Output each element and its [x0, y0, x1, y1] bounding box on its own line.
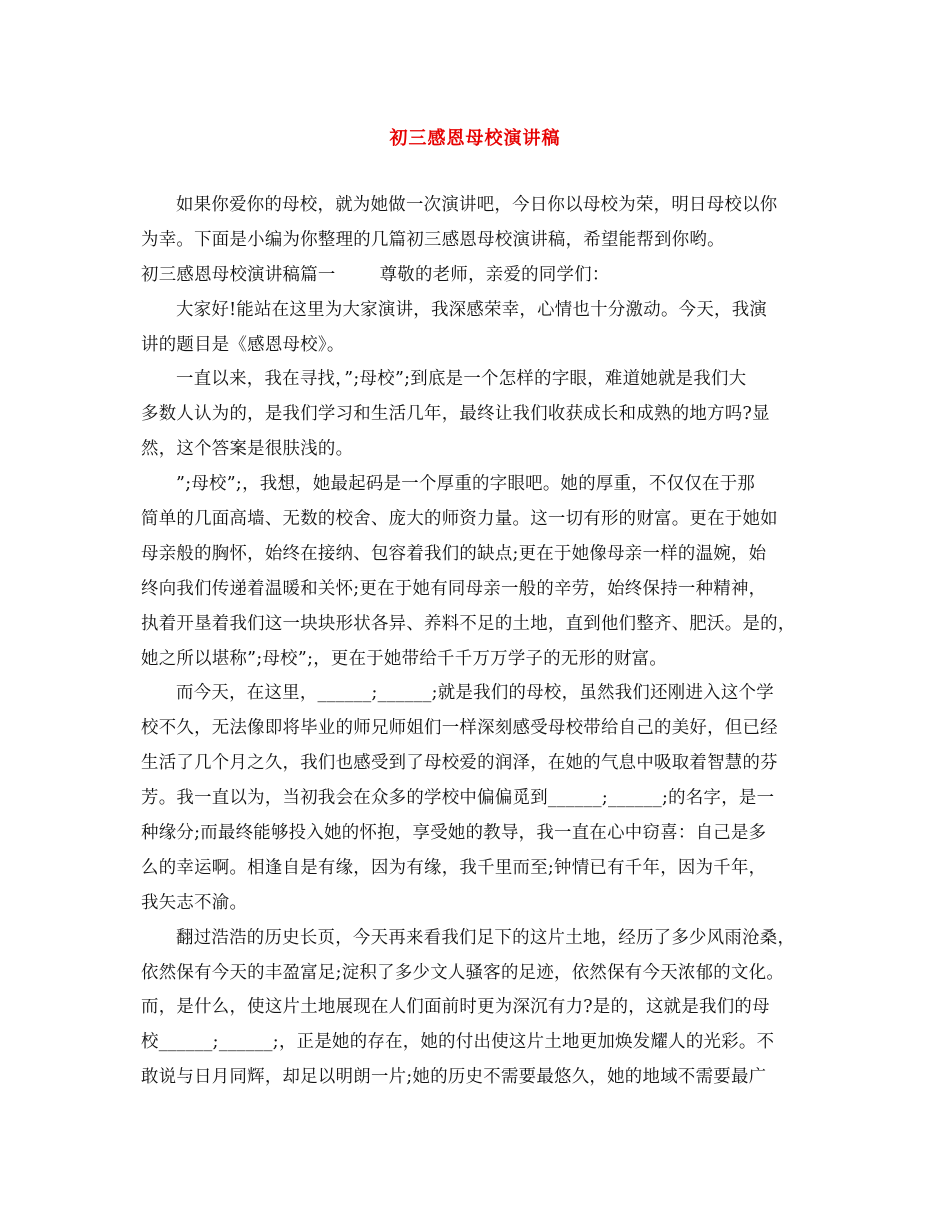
text-line-content: 种缘分;而最终能够投入她的怀抱，享受她的教导，我一直在心中窃喜：自己是多 [141, 823, 767, 844]
text-line [141, 851, 813, 886]
text-line-content: 依然保有今天的丰盈富足;淀积了多少文人骚客的足迹，依然保有今天浓郁的文化。 [141, 962, 785, 983]
text-line [141, 397, 813, 432]
text-line-content: 敢说与日月同辉，却足以明朗一片;她的历史不需要最悠久，她的地域不需要最广 [141, 1067, 767, 1088]
text-line-content: 校______;______;，正是她的存在，她的付出使这片土地更加焕发耀人的光彩。不 [141, 1032, 775, 1053]
text-line-content: 初三感恩母校演讲稿篇一 [141, 264, 336, 285]
document-body [141, 188, 813, 1095]
text-line [141, 746, 813, 781]
text-line [141, 1025, 813, 1060]
text-line-content: 生活了几个月之久，我们也感受到了母校爱的润泽，在她的气息中吸取着智慧的芬 [141, 753, 778, 774]
text-line-content: 讲的题目是《感恩母校》。 [141, 334, 345, 355]
text-line [141, 781, 813, 816]
text-line-content: 而，是什么，使这片土地展现在人们面前时更为深沉有力?是的，这就是我们的母 [141, 997, 770, 1018]
text-line [141, 258, 813, 293]
text-line-content: 终向我们传递着温暖和关怀;更在于她有同母亲一般的辛劳，始终保持一种精神， [141, 578, 767, 599]
text-line-content: 一直以来，我在寻找，”;母校”;到底是一个怎样的字眼，难道她就是我们大 [176, 369, 747, 390]
text-line [141, 886, 813, 921]
text-line-content: 她之所以堪称”;母校”;，更在于她带给千千万万学子的无形的财富。 [141, 648, 668, 669]
text-line [141, 572, 813, 607]
text-line-content: 大家好!能站在这里为大家演讲，我深感荣幸，心情也十分激动。今天，我演 [176, 299, 768, 320]
text-line-content: 校不久，无法像即将毕业的师兄师姐们一样深刻感受母校带给自己的美好，但已经 [141, 718, 778, 739]
text-line-content: 么的幸运啊。相逢自是有缘，因为有缘，我千里而至;钟情已有千年，因为千年， [141, 857, 767, 878]
text-line [141, 711, 813, 746]
greeting-text: 尊敬的老师，亲爱的同学们： [379, 264, 610, 285]
text-line [141, 432, 813, 467]
text-line-content: 芳。我一直以为，当初我会在众多的学校中偏偏觅到______;______;的名字，是一 [141, 788, 775, 809]
text-line [141, 607, 813, 642]
text-line-content: 然，这个答案是很肤浅的。 [141, 439, 354, 460]
text-line-content: 我矢志不渝。 [141, 892, 248, 913]
text-line-content: ”;母校”;，我想，她最起码是一个厚重的字眼吧。她的厚重，不仅仅在于那 [176, 474, 756, 495]
text-line-content: 执着开垦着我们这一块块形状各异、养料不足的土地，直到他们整齐、肥沃。是的， [141, 613, 796, 634]
text-line [141, 293, 813, 328]
text-line [141, 188, 813, 223]
text-line-content: 翻过浩浩的历史长页，今天再来看我们足下的这片土地，经历了多少风雨沧桑， [176, 927, 796, 948]
text-line-content: 而今天，在这里，______;______;就是我们的母校，虽然我们还刚进入这个学 [176, 683, 774, 704]
text-line [141, 642, 813, 677]
text-line [141, 921, 813, 956]
text-line [141, 467, 813, 502]
text-line-content: 为幸。下面是小编为你整理的几篇初三感恩母校演讲稿，希望能帮到你哟。 [141, 229, 725, 250]
text-line [141, 223, 813, 258]
document-title: 初三感恩母校演讲稿 [389, 128, 561, 149]
text-line-content: 如果你爱你的母校，就为她做一次演讲吧，今日你以母校为荣，明日母校以你 [176, 195, 778, 215]
text-line [141, 502, 813, 537]
text-line-content: 简单的几面高墙、无数的校舍、庞大的师资力量。这一切有形的财富。更在于她如 [141, 509, 778, 530]
text-line-content: 母亲般的胸怀，始终在接纳、包容着我们的缺点;更在于她像母亲一样的温婉，始 [141, 543, 767, 564]
text-line [141, 990, 813, 1025]
text-line [141, 328, 813, 363]
text-line [141, 676, 813, 711]
text-line-content: 多数人认为的，是我们学习和生活几年，最终让我们收获成长和成熟的地方吗?显 [141, 404, 770, 425]
text-line [141, 537, 813, 572]
text-line [141, 956, 813, 991]
text-line [141, 816, 813, 851]
text-line [141, 362, 813, 397]
text-line [141, 1060, 813, 1095]
